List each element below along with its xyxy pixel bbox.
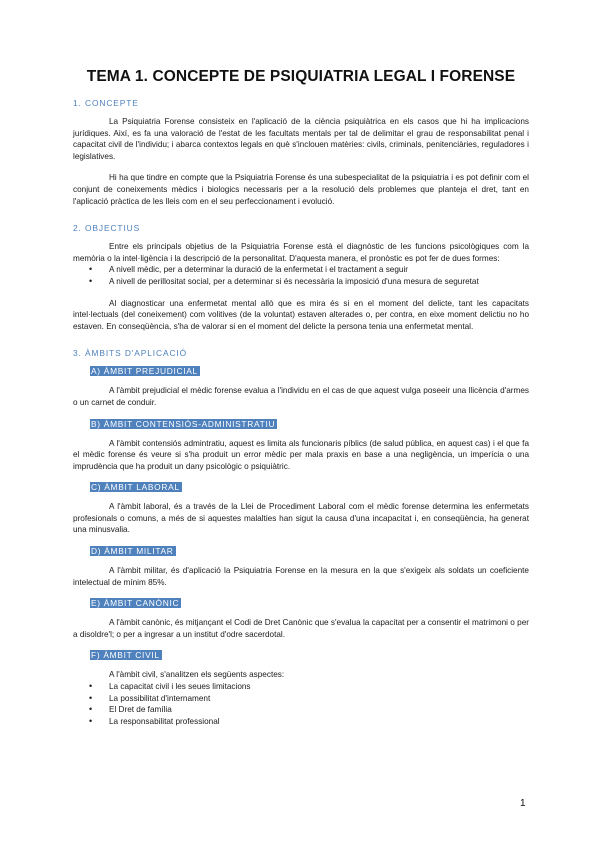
section-heading-ambits: 3. ÀMBITS D'APLICACIÓ (73, 348, 188, 359)
list-item: • La capacitat civil i les seues limitacions (73, 681, 529, 693)
bullet-list (73, 681, 529, 727)
subheading-label: D) ÀMBIT MILITAR (91, 546, 174, 557)
paragraph: Al diagnosticar una enfermetat mental allò que es mira és si en el moment del delicte, tant les capacitats intel·lectuals (del coneixement) com volitives (de la voluntat) estaven alterades o, per contra, en eixe moment delictiu no ho estaven. En conseqüència, s'ha de valorar si en el moment del delicte la persona tenia una enfermetat mental. (73, 298, 529, 331)
paragraph: A l'àmbit canònic, és mitjançant el Codi de Dret Canònic que s'evalua la capacitat per a consentir el matrimoni o per a disoldre'l; o per a ingresar a un institut d'odre sacerdotal. (73, 618, 529, 639)
document-title: TEMA 1. CONCEPTE DE PSIQUIATRIA LEGAL I FORENSE (86, 68, 516, 85)
paragraph: A l'àmbit contensiós admintratiu, aquest es limita als funcionaris píblics (de salud pública, en aquest cas) i el que fa el mèdic forense és veure si s'ha produit un error mèdic per mala praxis en base a una negligència, un imperícia o una imprudència que ha produit un dany psicològic o psiquiàtric. (73, 438, 529, 471)
paragraph: Hi ha que tindre en compte que la Psiquiatria Forense és una subespecialitat de la psiquiatria i es pot definir com el conjunt de coneixements mèdics i biologics necessaris per a la resolució dels problemes que planteja el dret, tant en l'aplicació pràctica de les lleis com en el seu perfeccionament i evolució. (73, 173, 529, 206)
subheading-canonic (90, 598, 529, 608)
section-heading-objectius: 2. OBJECTIUS (73, 223, 141, 234)
subheading-civil (90, 650, 529, 660)
document-page (73, 68, 529, 737)
subheading-prejudicial (90, 366, 529, 376)
subheading-laboral (90, 482, 529, 492)
list-item: • La possibilitat d'internament (73, 693, 529, 705)
paragraph: La Psiquiatria Forense consisteix en l'aplicació de la ciència psiquiàtrica en els casos que hi ha implicacions jurídiques. Així, es fa una valoració de l'estat de les facultats mentals per tal de delimitar el grau de responsabilitat penal i capacitat civil de l'individu; i abarca contextos legals en què s'inclouen matèries: civils, criminals, penitenciàries, reguladores i legislatives. (73, 117, 529, 161)
paragraph: A l'àmbit prejudicial el mèdic forense evalua a l'individu en el cas de que aquest vulga poseeir una llicència d'armes o un carnet de conduir. (73, 386, 529, 407)
list-item: • A nivell de perillositat social, per a determinar si és necessària la imposició d'una mesura de seguretat (73, 276, 529, 288)
subheading-label: F) ÀMBIT CIVIL (91, 650, 160, 661)
list-item: • La responsabilitat professional (73, 716, 529, 728)
subheading-label: B) ÀMBIT CONTENSIÓS-ADMINISTRATIU (91, 418, 276, 429)
paragraph: A l'àmbit civil, s'analitzen els següents aspectes: (109, 670, 285, 680)
paragraph: Entre els principals objetius de la Psiquiatria Forense està el diagnòstic de les funcions psicològiques com la memòria o la intel·ligència i la descripció de la personalitat. D'aquesta manera, el pronòstic es pot fer de dues formes: (73, 242, 529, 263)
subheading-label: E) ÀMBIT CANÒNIC (91, 598, 180, 609)
paragraph: A l'àmbit militar, és d'aplicació la Psiquiatria Forense en la mesura en la que s'exigeix als soldats un coeficiente intelectual de mínim 85%. (73, 566, 529, 587)
subheading-contensios-administratiu (90, 419, 529, 429)
list-item: • A nivell mèdic, per a determinar la duració de la enfermetat i el tractament a seguir (73, 264, 529, 276)
section-heading-concepte: 1. CONCEPTE (73, 98, 139, 108)
paragraph: A l'àmbit laboral, és a través de la Llei de Procediment Laboral com el mèdic forense determina les enfermetats profesionals o comuns, a més de si aquestes malalties han sigut la causa d'una incapacitat i, en conseqüència, ha generat una minusvalia. (73, 502, 529, 535)
subheading-militar (90, 546, 529, 556)
list-item: • El Dret de família (73, 704, 529, 716)
bullet-list (73, 264, 529, 287)
subheading-label: C) ÀMBIT LABORAL (91, 482, 180, 493)
subheading-label: A) ÀMBIT PREJUDICIAL (91, 366, 198, 377)
page-number: 1 (520, 798, 526, 809)
